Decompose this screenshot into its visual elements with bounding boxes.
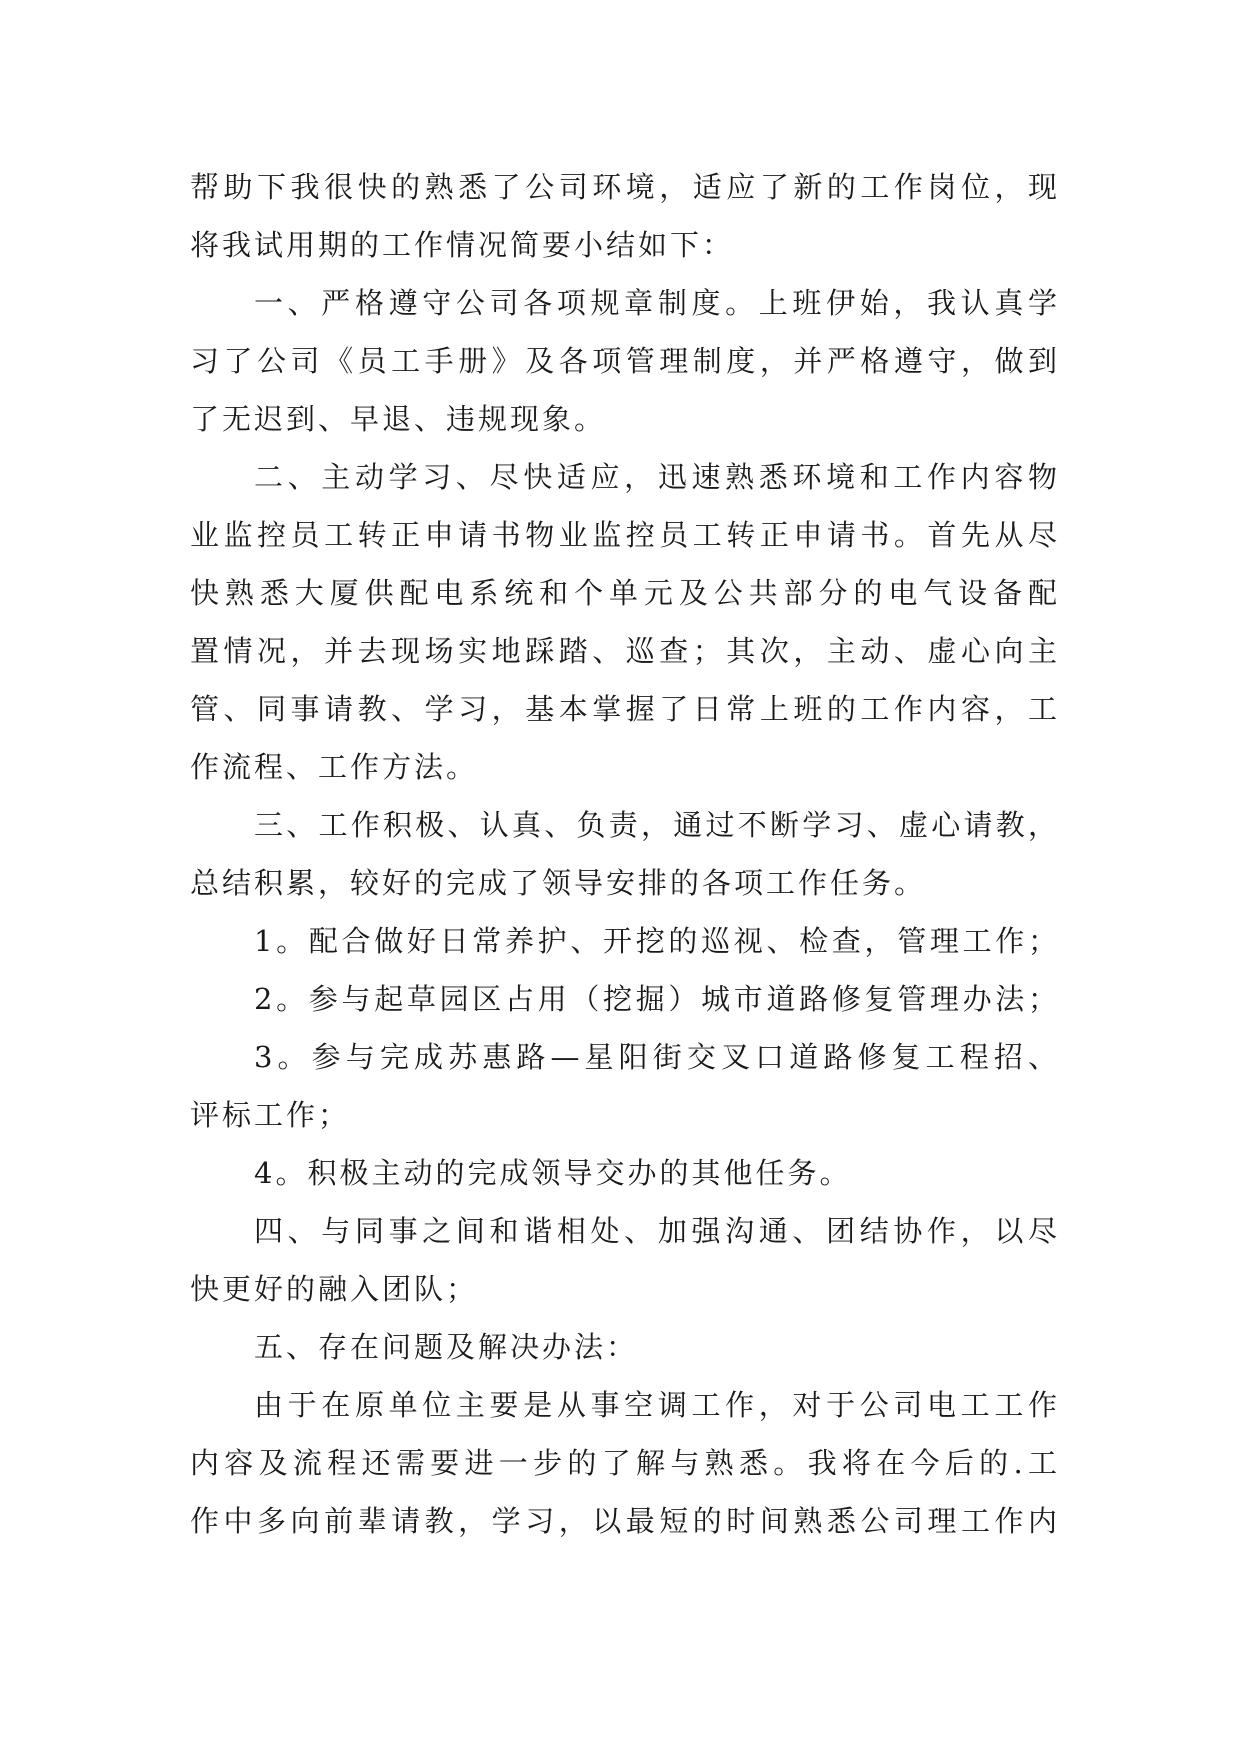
text-line: 快熟悉大厦供配电系统和个单元及公共部分的电气设备配 xyxy=(190,576,1060,610)
text-line: 管、同事请教、学习，基本掌握了日常上班的工作内容，工 xyxy=(190,692,1060,726)
text-line: 习了公司《员工手册》及各项管理制度，并严格遵守，做到 xyxy=(190,344,1060,378)
text-line: 评标工作； xyxy=(190,1098,351,1132)
text-line: 业监控员工转正申请书物业监控员工转正申请书。首先从尽 xyxy=(190,518,1060,552)
text-line: 帮助下我很快的熟悉了公司环境，适应了新的工作岗位，现 xyxy=(190,170,1060,204)
text-line: 总结积累，较好的完成了领导安排的各项工作任务。 xyxy=(190,866,927,900)
body-text xyxy=(190,158,1060,1550)
text-line: 内容及流程还需要进一步的了解与熟悉。我将在今后的.工 xyxy=(190,1446,1060,1480)
text-line: 置情况，并去现场实地踩踏、巡查；其次，主动、虚心向主 xyxy=(190,634,1060,668)
text-line: 将我试用期的工作情况简要小结如下： xyxy=(190,228,735,262)
paragraph-start-line: 二、主动学习、尽快适应，迅速熟悉环境和工作内容物 xyxy=(254,460,1060,494)
list-item-line: 1。配合做好日常养护、开挖的巡视、检查，管理工作； xyxy=(254,924,1060,958)
text-line: 作中多向前辈请教，学习，以最短的时间熟悉公司理工作内 xyxy=(190,1504,1060,1538)
list-item-line: 4。积极主动的完成领导交办的其他任务。 xyxy=(254,1156,852,1190)
paragraph-start-line: 由于在原单位主要是从事空调工作，对于公司电工工作 xyxy=(254,1388,1060,1422)
paragraph-start-line: 一、严格遵守公司各项规章制度。上班伊始，我认真学 xyxy=(254,286,1060,320)
paragraph-start-line: 四、与同事之间和谐相处、加强沟通、团结协作，以尽 xyxy=(254,1214,1060,1248)
text-line: 快更好的融入团队； xyxy=(190,1272,479,1306)
paragraph-start-line: 三、工作积极、认真、负责，通过不断学习、虚心请教， xyxy=(254,808,1060,842)
text-line: 了无迟到、早退、违规现象。 xyxy=(190,402,607,436)
list-item-line: 2。参与起草园区占用（挖掘）城市道路修复管理办法； xyxy=(254,982,1060,1016)
list-item-line: 3。参与完成苏惠路—星阳街交叉口道路修复工程招、 xyxy=(254,1040,1060,1074)
paragraph-start-line: 五、存在问题及解决办法： xyxy=(254,1330,639,1364)
text-line: 作流程、工作方法。 xyxy=(190,750,479,784)
